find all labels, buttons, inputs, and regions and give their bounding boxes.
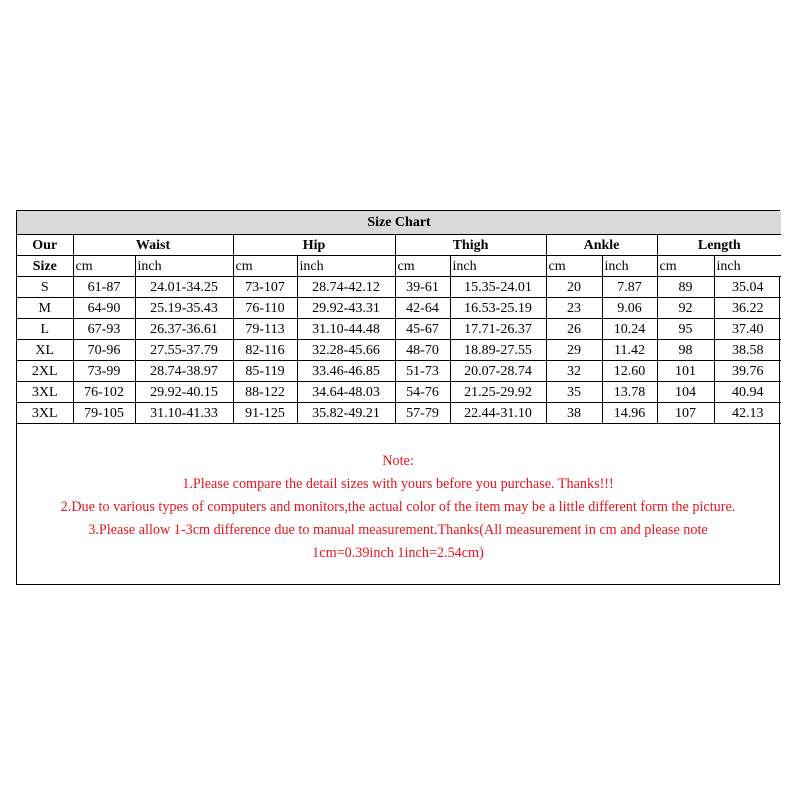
table-cell: 7.87 [602, 277, 657, 298]
table-cell: 38.58 [714, 340, 781, 361]
group-header-length: Length [657, 235, 781, 256]
size-table [17, 211, 781, 424]
table-cell: 95 [657, 319, 714, 340]
table-cell: 26.37-36.61 [135, 319, 233, 340]
table-cell: 67-93 [73, 319, 135, 340]
table-row [17, 340, 781, 361]
size-label: 3XL [17, 382, 73, 403]
table-cell: 35.82-49.21 [297, 403, 395, 424]
size-label: 2XL [17, 361, 73, 382]
table-cell: 27.55-37.79 [135, 340, 233, 361]
table-cell: 35.04 [714, 277, 781, 298]
table-cell: 38 [546, 403, 602, 424]
size-label: XL [17, 340, 73, 361]
table-cell: 45-67 [395, 319, 450, 340]
table-cell: 32 [546, 361, 602, 382]
table-cell: 42-64 [395, 298, 450, 319]
unit-cm: cm [395, 256, 450, 277]
unit-cm: cm [233, 256, 297, 277]
table-cell: 73-99 [73, 361, 135, 382]
size-label: 3XL [17, 403, 73, 424]
table-cell: 29.92-43.31 [297, 298, 395, 319]
table-cell: 107 [657, 403, 714, 424]
note-line-3: 3.Please allow 1-3cm difference due to manual measurement.Thanks(All measurement in cm and please note [88, 522, 708, 538]
table-title: Size Chart [17, 211, 781, 235]
table-cell: 29 [546, 340, 602, 361]
table-cell: 104 [657, 382, 714, 403]
table-cell: 57-79 [395, 403, 450, 424]
table-cell: 20 [546, 277, 602, 298]
note-heading: Note: [382, 453, 414, 469]
unit-inch: inch [714, 256, 781, 277]
unit-inch: inch [450, 256, 546, 277]
unit-inch: inch [135, 256, 233, 277]
note-line-1: 1.Please compare the detail sizes with yours before you purchase. Thanks!!! [182, 476, 614, 492]
group-header-waist: Waist [73, 235, 233, 256]
group-header-hip: Hip [233, 235, 395, 256]
table-cell: 82-116 [233, 340, 297, 361]
unit-header-row [17, 256, 781, 277]
table-cell: 35 [546, 382, 602, 403]
group-header-thigh: Thigh [395, 235, 546, 256]
note-line-4: 1cm=0.39inch 1inch=2.54cm) [312, 545, 484, 561]
notes-section [17, 424, 779, 584]
table-cell: 70-96 [73, 340, 135, 361]
table-cell: 15.35-24.01 [450, 277, 546, 298]
table-cell: 73-107 [233, 277, 297, 298]
unit-inch: inch [602, 256, 657, 277]
size-label: M [17, 298, 73, 319]
size-header-bottom: Size [17, 256, 73, 277]
note-line-2: 2.Due to various types of computers and monitors,the actual color of the item may be a little different form the picture. [60, 499, 736, 515]
table-cell: 13.78 [602, 382, 657, 403]
table-cell: 11.42 [602, 340, 657, 361]
table-cell: 24.01-34.25 [135, 277, 233, 298]
table-row [17, 298, 781, 319]
table-cell: 85-119 [233, 361, 297, 382]
table-cell: 36.22 [714, 298, 781, 319]
table-cell: 79-113 [233, 319, 297, 340]
table-cell: 76-102 [73, 382, 135, 403]
title-row [17, 211, 781, 235]
table-cell: 89 [657, 277, 714, 298]
table-cell: 32.28-45.66 [297, 340, 395, 361]
table-cell: 16.53-25.19 [450, 298, 546, 319]
table-cell: 101 [657, 361, 714, 382]
table-cell: 17.71-26.37 [450, 319, 546, 340]
table-row [17, 382, 781, 403]
table-cell: 34.64-48.03 [297, 382, 395, 403]
table-cell: 31.10-41.33 [135, 403, 233, 424]
table-cell: 76-110 [233, 298, 297, 319]
table-cell: 64-90 [73, 298, 135, 319]
size-label: S [17, 277, 73, 298]
table-cell: 29.92-40.15 [135, 382, 233, 403]
size-header-top: Our [17, 235, 73, 256]
table-cell: 20.07-28.74 [450, 361, 546, 382]
unit-cm: cm [657, 256, 714, 277]
table-cell: 12.60 [602, 361, 657, 382]
unit-cm: cm [546, 256, 602, 277]
table-cell: 79-105 [73, 403, 135, 424]
table-cell: 18.89-27.55 [450, 340, 546, 361]
table-cell: 22.44-31.10 [450, 403, 546, 424]
table-cell: 10.24 [602, 319, 657, 340]
unit-cm: cm [73, 256, 135, 277]
size-label: L [17, 319, 73, 340]
group-header-ankle: Ankle [546, 235, 657, 256]
table-cell: 98 [657, 340, 714, 361]
table-cell: 39-61 [395, 277, 450, 298]
table-cell: 88-122 [233, 382, 297, 403]
table-cell: 39.76 [714, 361, 781, 382]
table-cell: 48-70 [395, 340, 450, 361]
table-cell: 31.10-44.48 [297, 319, 395, 340]
table-cell: 33.46-46.85 [297, 361, 395, 382]
table-cell: 92 [657, 298, 714, 319]
table-cell: 28.74-38.97 [135, 361, 233, 382]
table-row [17, 319, 781, 340]
table-cell: 91-125 [233, 403, 297, 424]
table-cell: 61-87 [73, 277, 135, 298]
table-cell: 54-76 [395, 382, 450, 403]
group-header-row [17, 235, 781, 256]
table-cell: 23 [546, 298, 602, 319]
table-cell: 37.40 [714, 319, 781, 340]
unit-inch: inch [297, 256, 395, 277]
size-chart [16, 210, 780, 585]
table-cell: 51-73 [395, 361, 450, 382]
table-row [17, 277, 781, 298]
table-cell: 14.96 [602, 403, 657, 424]
table-cell: 26 [546, 319, 602, 340]
table-cell: 25.19-35.43 [135, 298, 233, 319]
table-cell: 40.94 [714, 382, 781, 403]
table-cell: 28.74-42.12 [297, 277, 395, 298]
table-cell: 9.06 [602, 298, 657, 319]
table-row [17, 403, 781, 424]
table-cell: 21.25-29.92 [450, 382, 546, 403]
table-row [17, 361, 781, 382]
table-cell: 42.13 [714, 403, 781, 424]
